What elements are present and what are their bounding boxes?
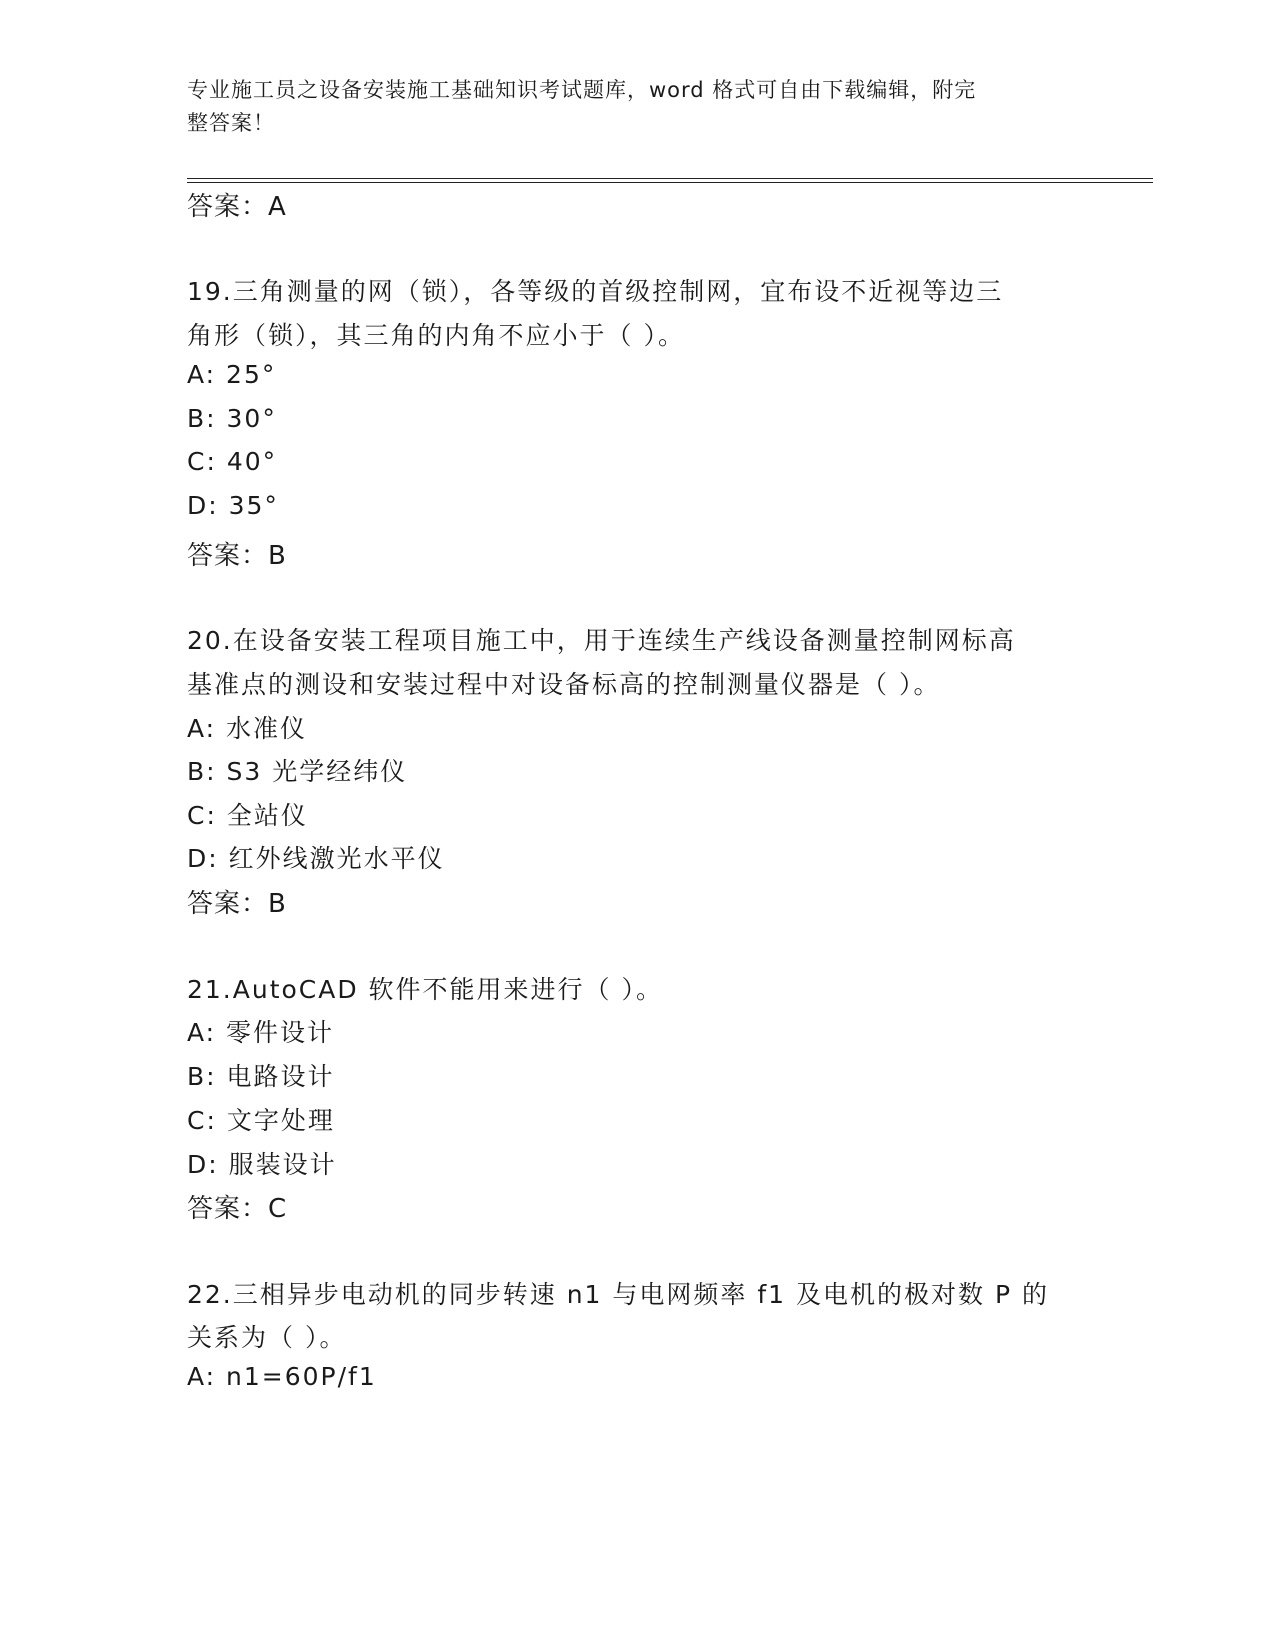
question-19-line-2: 角形（锁），其三角的内角不应小于（ ）。 bbox=[187, 321, 685, 350]
question-20-line-2: 基准点的测设和安装过程中对设备标高的控制测量仪器是（ ）。 bbox=[187, 670, 941, 699]
question-21-answer: 答案：C bbox=[187, 1194, 288, 1224]
question-22-option-a: A: n1=60P/f1 bbox=[187, 1362, 377, 1391]
header-divider bbox=[187, 178, 1153, 183]
answer-line: 答案：A bbox=[187, 192, 287, 222]
question-19-line-1: 19.三角测量的网（锁），各等级的首级控制网，宜布设不近视等边三 bbox=[187, 277, 1004, 306]
question-21-option-b: B: 电路设计 bbox=[187, 1062, 335, 1091]
question-20-line-1: 20.在设备安装工程项目施工中，用于连续生产线设备测量控制网标高 bbox=[187, 626, 1016, 655]
question-22-line-1: 22.三相异步电动机的同步转速 n1 与电网频率 f1 及电机的极对数 P 的 bbox=[187, 1280, 1049, 1309]
question-20-option-b: B: S3 光学经纬仪 bbox=[187, 757, 408, 786]
header-line-2: 整答案！ bbox=[187, 111, 275, 135]
question-19-option-a: A: 25° bbox=[187, 360, 277, 389]
question-21-option-d: D: 服装设计 bbox=[187, 1150, 337, 1179]
question-22-line-2: 关系为（ ）。 bbox=[187, 1323, 347, 1352]
question-21-option-c: C: 文字处理 bbox=[187, 1106, 335, 1135]
header-line-1: 专业施工员之设备安装施工基础知识考试题库，word 格式可自由下载编辑，附完 bbox=[187, 78, 977, 102]
question-20-option-a: A: 水准仪 bbox=[187, 714, 308, 743]
question-19-answer: 答案：B bbox=[187, 541, 287, 571]
question-19-option-b: B: 30° bbox=[187, 404, 277, 433]
question-19-option-c: C: 40° bbox=[187, 447, 278, 476]
document-header bbox=[187, 74, 1067, 140]
question-20-option-d: D: 红外线激光水平仪 bbox=[187, 844, 445, 873]
question-21-line-1: 21.AutoCAD 软件不能用来进行（ ）。 bbox=[187, 975, 664, 1004]
question-20-answer: 答案：B bbox=[187, 889, 287, 919]
question-19-option-d: D: 35° bbox=[187, 491, 279, 520]
question-20-option-c: C: 全站仪 bbox=[187, 801, 308, 830]
question-21-option-a: A: 零件设计 bbox=[187, 1018, 335, 1047]
